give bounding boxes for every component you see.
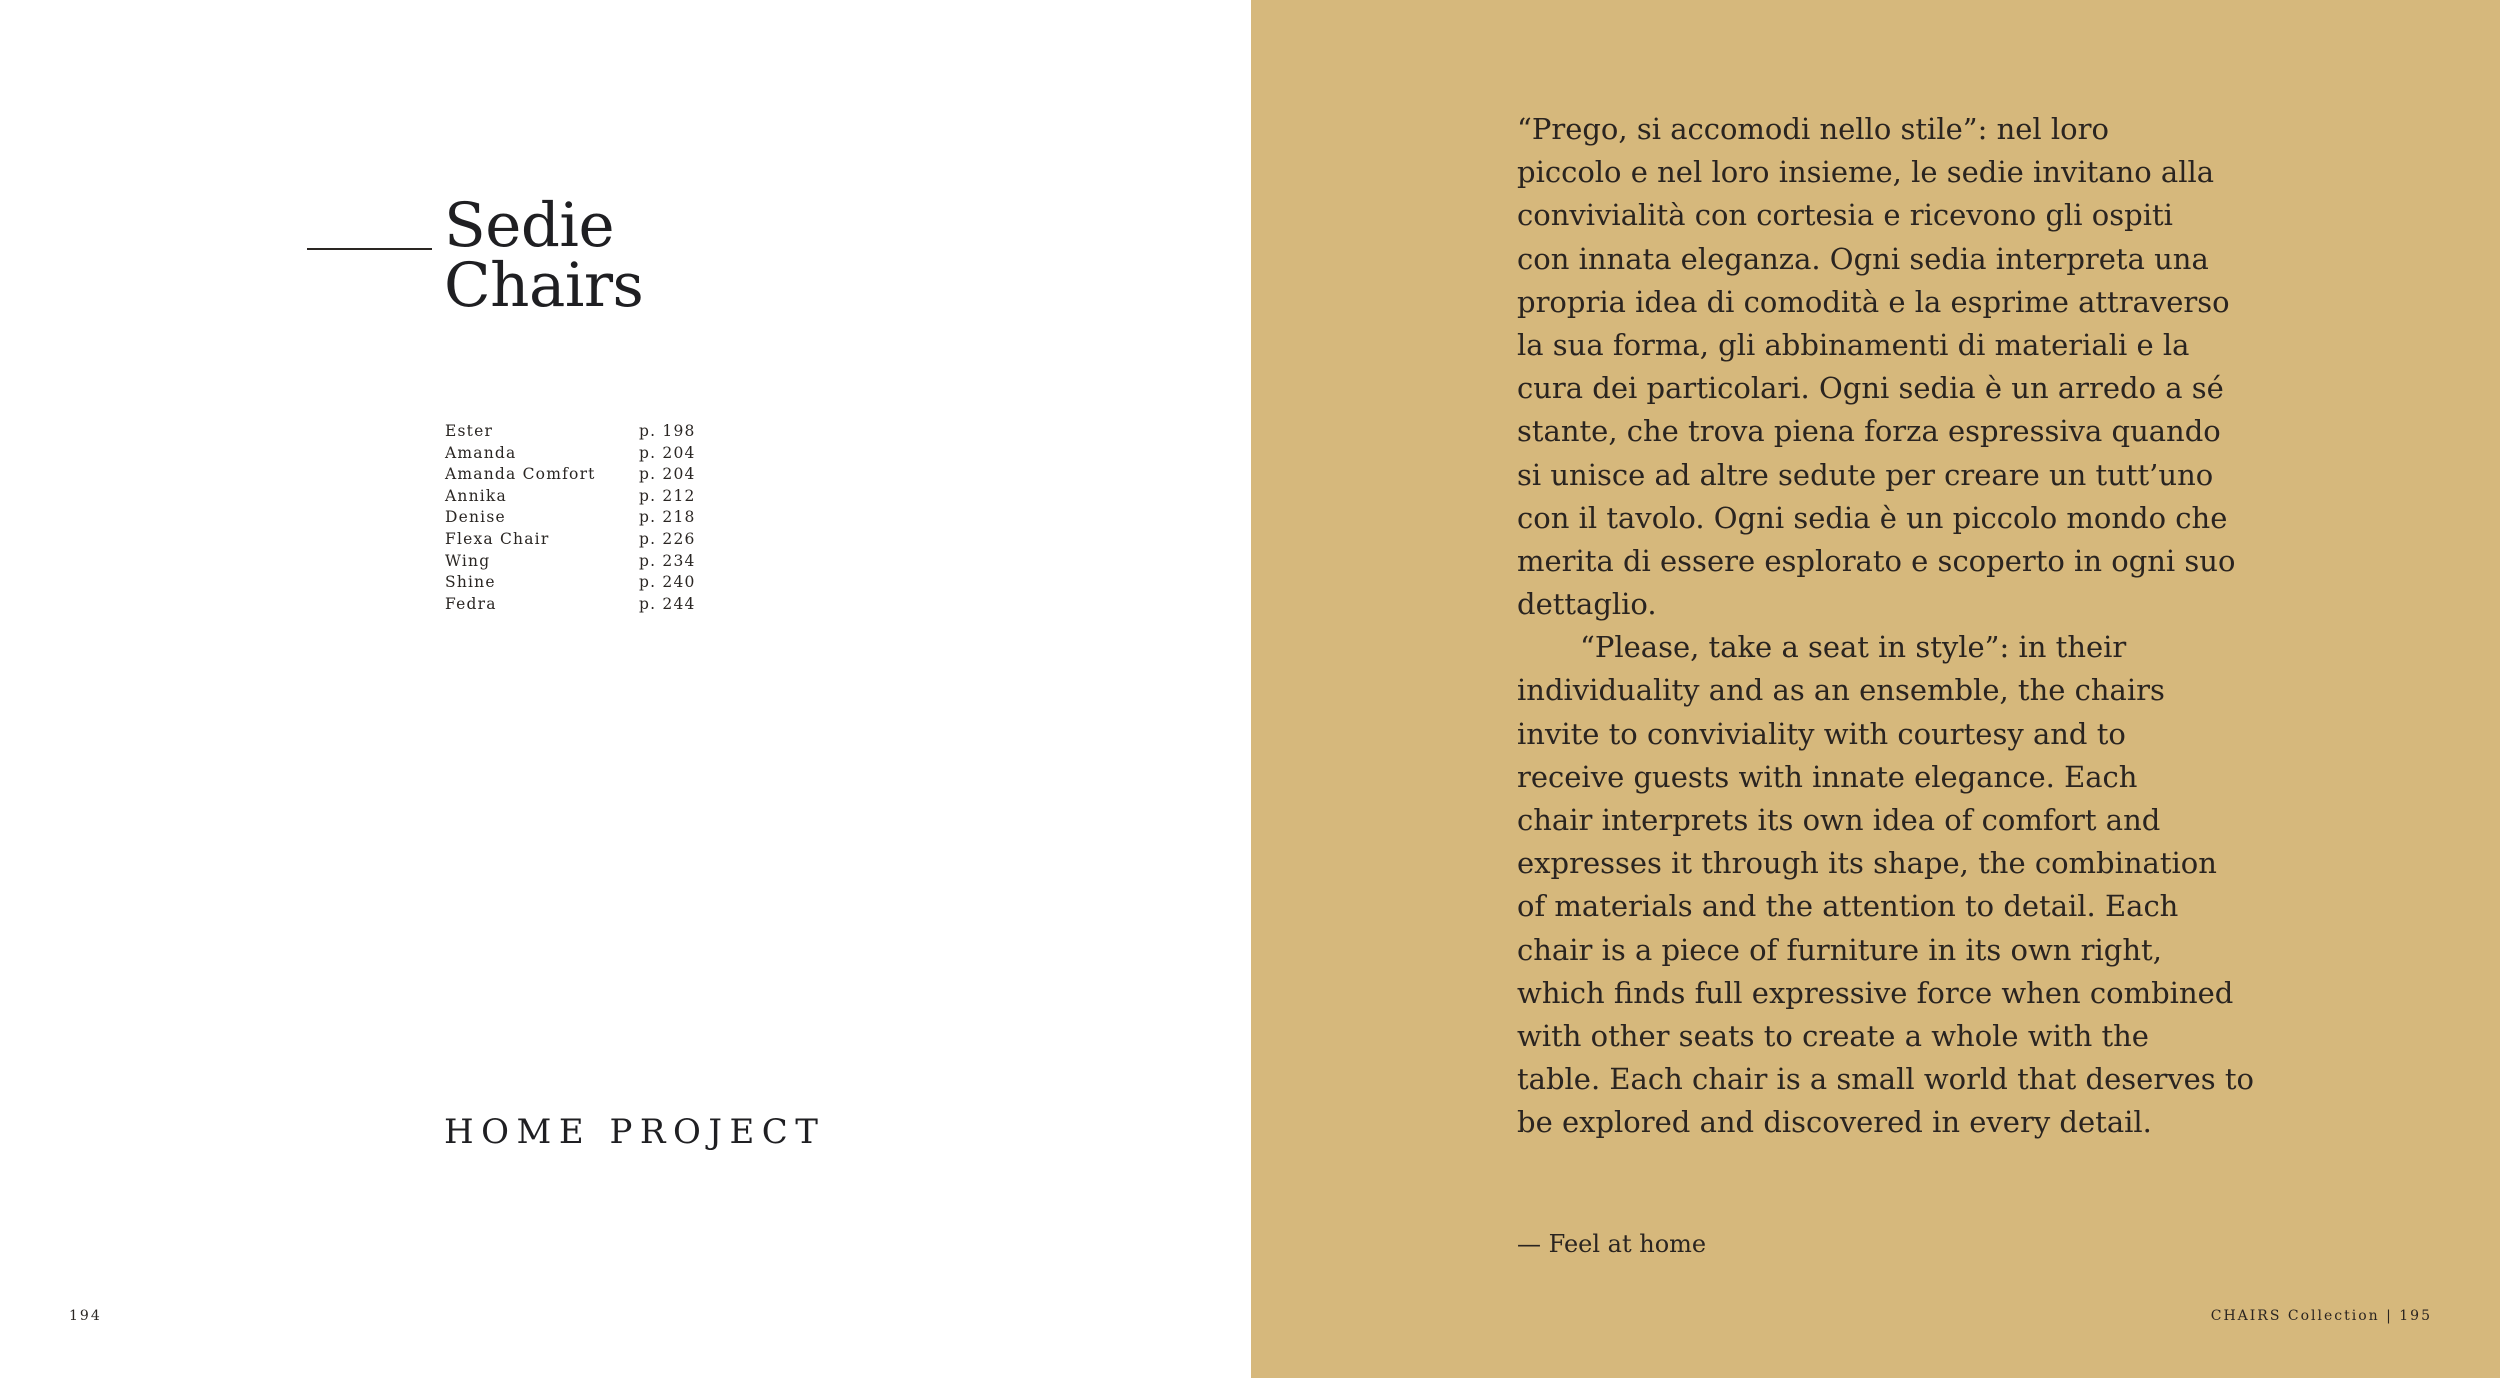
index-page-number: p. 244 <box>639 594 696 613</box>
index-row <box>445 572 745 594</box>
index-page-number: p. 226 <box>639 529 696 548</box>
index-page-number: p. 212 <box>639 486 696 505</box>
index-product-name: Shine <box>445 573 496 592</box>
text-line: con innata eleganza. Ogni sedia interpreta una <box>1517 241 2209 276</box>
section-title <box>444 190 644 321</box>
title-italian: Sedie <box>444 190 615 261</box>
index-product-name: Wing <box>445 551 491 570</box>
index-page-number: p. 204 <box>639 443 696 462</box>
index-row <box>445 421 745 443</box>
intro-text <box>1517 108 2277 1145</box>
text-line: merita di essere esplorato e scoperto in ogni suo <box>1517 543 2236 578</box>
text-line: con il tavolo. Ogni sedia è un piccolo mondo che <box>1517 500 2228 535</box>
index-row <box>445 486 745 508</box>
text-line: with other seats to create a whole with the <box>1517 1018 2149 1053</box>
text-line: cura dei particolari. Ogni sedia è un arredo a sé <box>1517 371 2224 406</box>
index-product-name: Ester <box>445 422 494 440</box>
title-rule <box>307 248 432 250</box>
index-row <box>445 507 745 529</box>
index-row <box>445 551 745 573</box>
text-line: table. Each chair is a small world that deserves to <box>1517 1062 2254 1097</box>
text-line: dettaglio. <box>1517 587 1657 622</box>
text-line: which finds full expressive force when combined <box>1517 975 2234 1010</box>
index-product-name: Fedra <box>445 594 497 613</box>
index-page-number: p. 204 <box>639 465 696 484</box>
index-product-name: Denise <box>445 508 506 527</box>
signoff-tagline: — Feel at home <box>1517 1230 1707 1258</box>
text-line: individuality and as an ensemble, the chairs <box>1517 673 2165 708</box>
index-product-name: Amanda Comfort <box>445 465 596 484</box>
left-page-number: 194 <box>69 1308 102 1324</box>
index-row <box>445 529 745 551</box>
index-row <box>445 594 745 616</box>
text-line: be explored and discovered in every detail. <box>1517 1105 2152 1140</box>
text-line: receive guests with innate elegance. Each <box>1517 759 2138 794</box>
text-line: expresses it through its shape, the combination <box>1517 846 2217 881</box>
index-page-number: p. 240 <box>639 573 696 592</box>
text-line: si unisce ad altre sedute per creare un tutt’uno <box>1517 457 2214 492</box>
index-row <box>445 464 745 486</box>
text-line: “Prego, si accomodi nello stile”: nel loro <box>1517 112 2109 146</box>
text-line: of materials and the attention to detail. Each <box>1517 889 2179 924</box>
index-row <box>445 443 745 465</box>
text-line: chair interprets its own idea of comfort and <box>1517 803 2161 837</box>
index-page-number: p. 198 <box>639 422 696 440</box>
index-page-number: p. 218 <box>639 508 696 527</box>
index-page-number: p. 234 <box>639 551 696 570</box>
text-line: convivialità con cortesia e ricevono gli ospiti <box>1517 198 2173 233</box>
text-line: propria idea di comodità e la esprime attraverso <box>1517 284 2230 319</box>
text-line: la sua forma, gli abbinamenti di materiali e la <box>1517 327 2190 362</box>
title-english: Chairs <box>444 250 644 321</box>
text-line: invite to conviviality with courtesy and to <box>1517 716 2126 751</box>
index-product-name: Amanda <box>445 443 517 462</box>
product-index <box>445 421 745 615</box>
text-line: “Please, take a seat in style”: in their <box>1580 630 2127 665</box>
brand-wordmark: HOME PROJECT <box>444 1112 826 1152</box>
text-line: piccolo e nel loro insieme, le sedie invitano alla <box>1517 155 2215 190</box>
index-product-name: Annika <box>445 486 507 505</box>
text-line: stante, che trova piena forza espressiva quando <box>1517 414 2221 449</box>
index-product-name: Flexa Chair <box>445 529 550 548</box>
text-line: chair is a piece of furniture in its own right, <box>1517 932 2162 967</box>
right-page <box>1251 0 2500 1378</box>
right-page-number: CHAIRS Collection | 195 <box>2210 1308 2432 1324</box>
